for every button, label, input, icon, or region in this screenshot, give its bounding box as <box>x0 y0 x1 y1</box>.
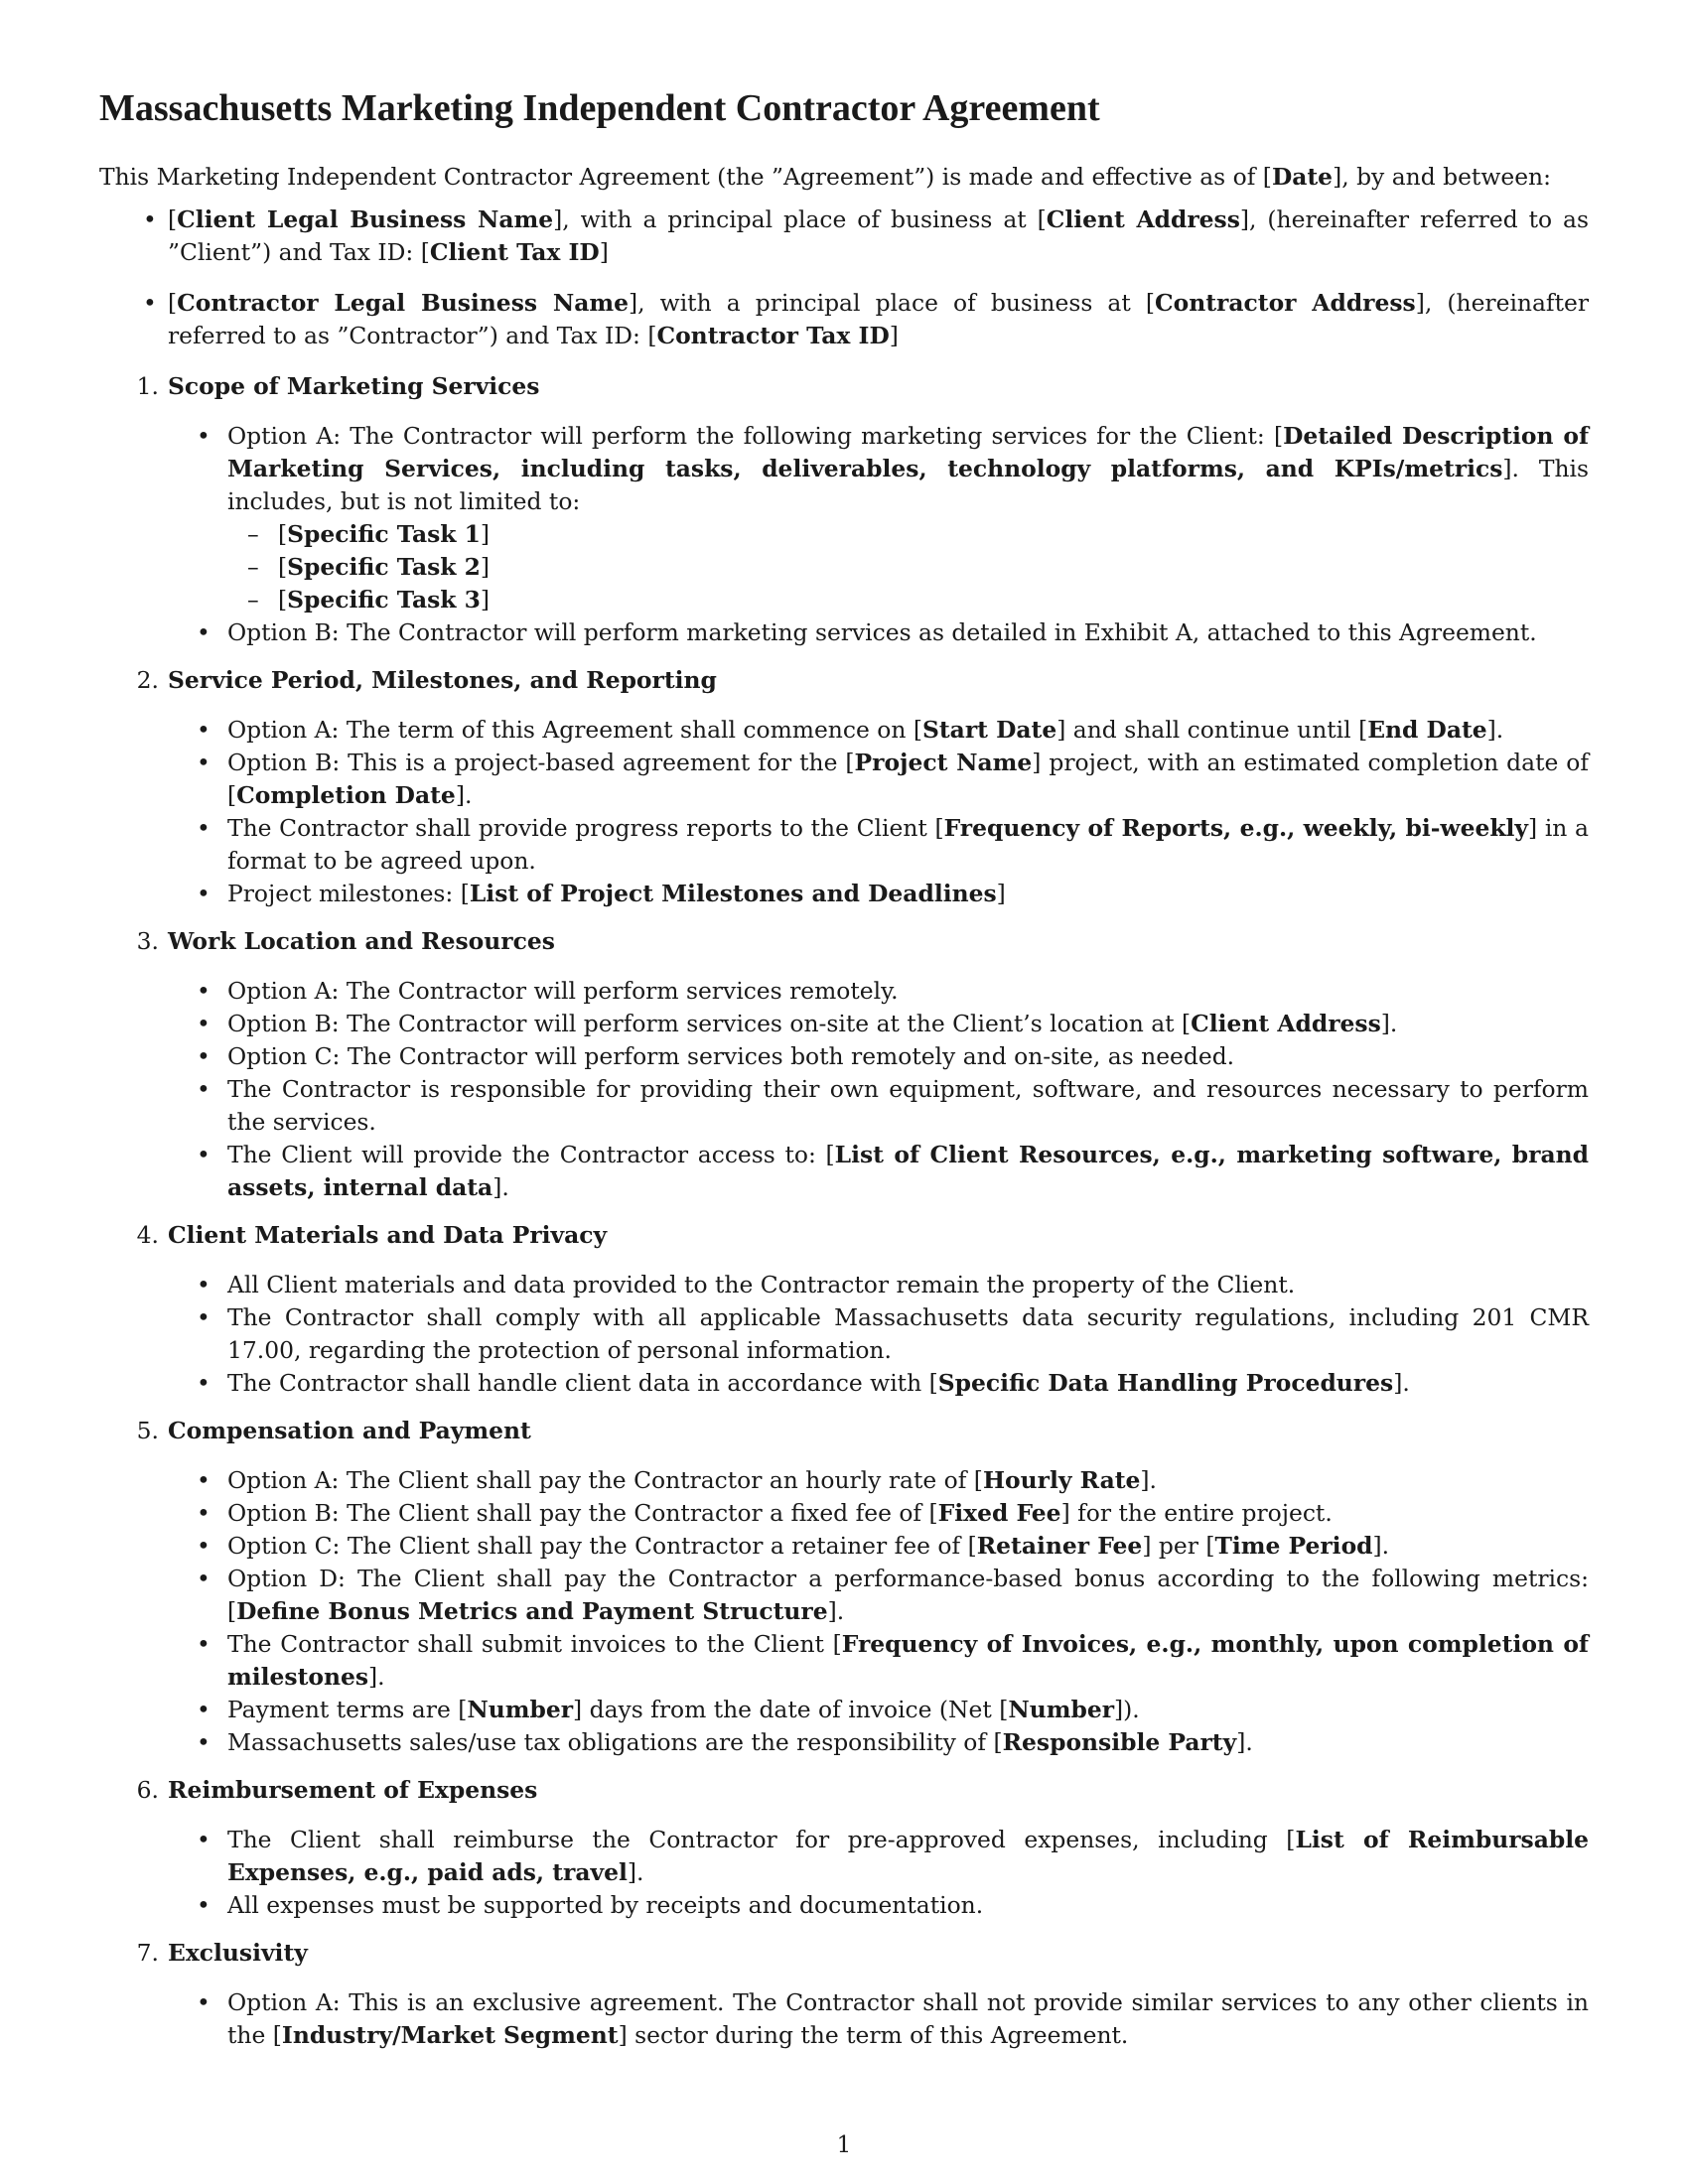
section-title: Work Location and Resources <box>168 926 555 955</box>
section <box>99 664 1589 910</box>
section-number: 2. <box>136 665 159 694</box>
placeholder-field: Frequency of Reports, e.g., weekly, bi-weekly <box>943 813 1529 842</box>
sections-list <box>99 370 1589 2052</box>
placeholder-field: Completion Date <box>236 780 456 809</box>
document-page <box>99 85 1589 2067</box>
bullet-item: • Option C: The Contractor will perform services both remotely and on-site, as needed. <box>99 1040 1589 1073</box>
section <box>99 925 1589 1204</box>
bullet-item: • Option A: The Contractor will perform services remotely. <box>99 975 1589 1008</box>
section-number: 7. <box>136 1938 159 1967</box>
parties-list <box>99 204 1589 352</box>
sub-list <box>227 518 1589 616</box>
bullet-item: • Option A: The Client shall pay the Contractor an hourly rate of [Hourly Rate]. <box>99 1464 1589 1497</box>
placeholder-field: End Date <box>1367 715 1487 744</box>
sub-item: – [Specific Task 2] <box>227 551 1589 584</box>
bullet-item: • The Contractor shall comply with all applicable Massachusetts data security regulations, including 201 CMR 17.00, regarding the protection of personal information. <box>99 1301 1589 1367</box>
section <box>99 1219 1589 1400</box>
section <box>99 370 1589 649</box>
section-bullets <box>99 420 1589 649</box>
section-bullets <box>99 975 1589 1204</box>
placeholder-field: Define Bonus Metrics and Payment Structure <box>236 1596 828 1625</box>
section <box>99 1937 1589 2052</box>
placeholder-field: List of Client Resources, e.g., marketing software, brand assets, internal data <box>227 1140 1589 1201</box>
placeholder-field: Client Address <box>1191 1009 1381 1037</box>
placeholder-field: Frequency of Invoices, e.g., monthly, upon completion of milestones <box>227 1629 1589 1691</box>
section-title: Exclusivity <box>168 1938 308 1967</box>
section-number: 4. <box>136 1220 159 1249</box>
placeholder-field: Contractor Legal Business Name <box>177 288 630 317</box>
placeholder-field: Specific Task 1 <box>287 519 481 548</box>
section-number: 5. <box>136 1416 159 1444</box>
bullet-item: • Option A: This is an exclusive agreement. The Contractor shall not provide similar services to any other clients in the [Industry/Market Segment] sector during the term of this Agreement. <box>99 1986 1589 2052</box>
section-heading <box>99 925 1589 958</box>
placeholder-field: Industry/Market Segment <box>281 2020 619 2049</box>
section-heading <box>99 1415 1589 1447</box>
placeholder-field: Client Legal Business Name <box>177 205 554 233</box>
section-number: 6. <box>136 1775 159 1804</box>
bullet-item: • The Contractor shall provide progress reports to the Client [Frequency of Reports, e.g., weekly, bi-weekly] in a format to be agreed upon. <box>99 812 1589 878</box>
section-heading <box>99 1937 1589 1970</box>
bullet-item: • The Contractor shall handle client data in accordance with [Specific Data Handling Procedures]. <box>99 1367 1589 1400</box>
section-bullets <box>99 1269 1589 1400</box>
section-bullets <box>99 714 1589 910</box>
placeholder-field: Retainer Fee <box>976 1531 1143 1560</box>
section-bullets <box>99 1986 1589 2052</box>
section-number: 3. <box>136 926 159 955</box>
sub-item: – [Specific Task 1] <box>227 518 1589 551</box>
placeholder-field: Date <box>1271 162 1334 191</box>
placeholder-field: Time Period <box>1214 1531 1373 1560</box>
section-heading <box>99 370 1589 403</box>
bullet-item: • The Client will provide the Contractor access to: [List of Client Resources, e.g., marketing software, brand assets, internal data]. <box>99 1139 1589 1204</box>
bullet-item: • Option C: The Client shall pay the Contractor a retainer fee of [Retainer Fee] per [Time Period]. <box>99 1530 1589 1563</box>
bullet-item: • Payment terms are [Number] days from the date of invoice (Net [Number]). <box>99 1694 1589 1726</box>
party-item: • [Contractor Legal Business Name], with a principal place of business at [Contractor Address], (hereinafter referred to as ”Contractor”) and Tax ID: [Contractor Tax ID] <box>99 287 1589 352</box>
placeholder-field: Hourly Rate <box>982 1465 1141 1494</box>
section-title: Compensation and Payment <box>168 1416 531 1444</box>
placeholder-field: Project Name <box>854 748 1033 776</box>
placeholder-field: Fixed Fee <box>937 1498 1061 1527</box>
placeholder-field: Start Date <box>921 715 1057 744</box>
placeholder-field: List of Reimbursable Expenses, e.g., paid ads, travel <box>227 1825 1589 1886</box>
bullet-item: • The Contractor is responsible for providing their own equipment, software, and resources necessary to perform the services. <box>99 1073 1589 1139</box>
section-heading <box>99 664 1589 697</box>
bullet-item: • Option B: The Contractor will perform services on-site at the Client’s location at [Client Address]. <box>99 1008 1589 1040</box>
section-number: 1. <box>136 371 159 400</box>
section <box>99 1774 1589 1922</box>
section-heading <box>99 1774 1589 1807</box>
section-title: Reimbursement of Expenses <box>168 1775 538 1804</box>
section-title: Client Materials and Data Privacy <box>168 1220 608 1249</box>
bullet-item: • All expenses must be supported by receipts and documentation. <box>99 1889 1589 1922</box>
section-title: Scope of Marketing Services <box>168 371 540 400</box>
placeholder-field: Specific Task 2 <box>287 552 481 581</box>
bullet-item: • Option B: This is a project-based agreement for the [Project Name] project, with an estimated completion date of [Completion Date]. <box>99 747 1589 812</box>
section-bullets <box>99 1824 1589 1922</box>
placeholder-field: Client Tax ID <box>429 237 600 266</box>
bullet-item: • Project milestones: [List of Project Milestones and Deadlines] <box>99 878 1589 910</box>
placeholder-field: Contractor Address <box>1155 288 1416 317</box>
sub-item: – [Specific Task 3] <box>227 584 1589 616</box>
bullet-item: • Option A: The term of this Agreement shall commence on [Start Date] and shall continue until [End Date]. <box>99 714 1589 747</box>
placeholder-field: Contractor Tax ID <box>656 321 890 349</box>
bullet-item: • Option A: The Contractor will perform the following marketing services for the Client: [Detailed Description of Marketing Services, including tasks, deliverables, technology platforms, and KPIs/metrics]. This includes, but is not limited to: – [Specific Task 1] – [Specific Task 2] – [Specific Task 3] <box>99 420 1589 616</box>
section-title: Service Period, Milestones, and Reporting <box>168 665 717 694</box>
placeholder-field: Detailed Description of Marketing Services, including tasks, deliverables, technology platforms, and KPIs/metrics <box>227 421 1590 482</box>
bullet-item: • Option B: The Contractor will perform marketing services as detailed in Exhibit A, attached to this Agreement. <box>99 616 1589 649</box>
placeholder-field: List of Project Milestones and Deadlines <box>469 879 997 907</box>
placeholder-field: Specific Task 3 <box>287 585 481 614</box>
bullet-item: • Option D: The Client shall pay the Contractor a performance-based bonus according to the following metrics: [Define Bonus Metrics and Payment Structure]. <box>99 1563 1589 1628</box>
intro-paragraph: This Marketing Independent Contractor Agreement (the ”Agreement”) is made and effective as of [Date], by and between: <box>99 162 1551 191</box>
page-number: 1 <box>836 2132 852 2158</box>
placeholder-field: Specific Data Handling Procedures <box>937 1368 1394 1397</box>
section-heading <box>99 1219 1589 1252</box>
section <box>99 1415 1589 1759</box>
bullet-item: • The Contractor shall submit invoices to the Client [Frequency of Invoices, e.g., monthly, upon completion of milestones]. <box>99 1628 1589 1694</box>
bullet-item: • The Client shall reimburse the Contractor for pre-approved expenses, including [List of Reimbursable Expenses, e.g., paid ads, travel]. <box>99 1824 1589 1889</box>
bullet-item: • Massachusetts sales/use tax obligations are the responsibility of [Responsible Party]. <box>99 1726 1589 1759</box>
placeholder-field: Number <box>467 1695 574 1723</box>
placeholder-field: Number <box>1008 1695 1115 1723</box>
document-title: Massachusetts Marketing Independent Contractor Agreement <box>99 87 1100 129</box>
placeholder-field: Client Address <box>1046 205 1240 233</box>
section-bullets <box>99 1464 1589 1759</box>
bullet-item: • All Client materials and data provided to the Contractor remain the property of the Client. <box>99 1269 1589 1301</box>
party-item: • [Client Legal Business Name], with a principal place of business at [Client Address], (hereinafter referred to as ”Client”) and Tax ID: [Client Tax ID] <box>99 204 1589 269</box>
placeholder-field: Responsible Party <box>1002 1727 1237 1756</box>
bullet-item: • Option B: The Client shall pay the Contractor a fixed fee of [Fixed Fee] for the entire project. <box>99 1497 1589 1530</box>
